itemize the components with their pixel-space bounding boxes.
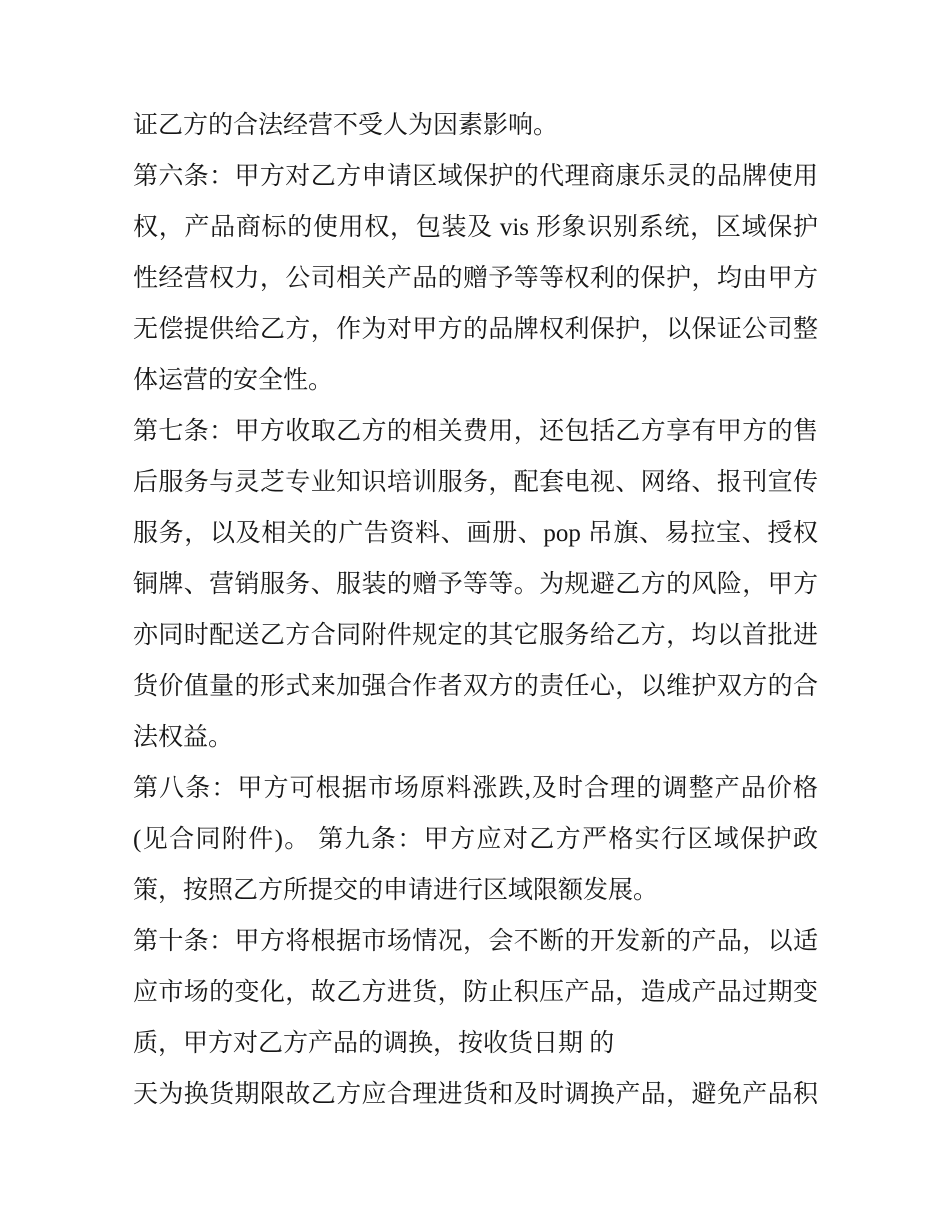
text-line: 性经营权力，公司相关产品的赠予等等权利的保护，均由甲方	[133, 265, 818, 292]
text-line: 质，甲方对乙方产品的调换，按收货日期 的	[133, 1030, 615, 1057]
contract-text-block	[133, 100, 818, 1120]
text-line: 无偿提供给乙方，作为对甲方的品牌权利保护，以保证公司整	[133, 316, 818, 343]
text-line: 应市场的变化，故乙方进货，防止积压产品，造成产品过期变	[133, 979, 818, 1006]
text-line: 第七条：甲方收取乙方的相关费用，还包括乙方享有甲方的售	[133, 418, 818, 445]
text-line: 权，产品商标的使用权，包装及 vis 形象识别系统，区域保护	[133, 214, 818, 241]
text-line: 亦同时配送乙方合同附件规定的其它服务给乙方，均以首批进	[133, 622, 818, 649]
text-line: (见合同附件)。 第九条：甲方应对乙方严格实行区域保护政	[133, 826, 818, 853]
text-line: 证乙方的合法经营不受人为因素影响。	[133, 112, 559, 139]
text-line: 第八条：甲方可根据市场原料涨跌,及时合理的调整产品价格	[133, 775, 818, 802]
text-line: 服务，以及相关的广告资料、画册、pop 吊旗、易拉宝、授权	[133, 520, 818, 547]
text-line: 策，按照乙方所提交的申请进行区域限额发展。	[133, 877, 659, 904]
text-line: 法权益。	[133, 724, 234, 751]
text-line: 第十条：甲方将根据市场情况，会不断的开发新的产品，以适	[133, 928, 818, 955]
text-line: 体运营的安全性。	[133, 367, 334, 394]
text-line: 第六条：甲方对乙方申请区域保护的代理商康乐灵的品牌使用	[133, 163, 818, 190]
text-line: 后服务与灵芝专业知识培训服务，配套电视、网络、报刊宣传	[133, 469, 818, 496]
text-line: 天为换货期限故乙方应合理进货和及时调换产品，避免产品积	[133, 1081, 818, 1108]
text-line: 货价值量的形式来加强合作者双方的责任心，以维护双方的合	[133, 673, 818, 700]
text-line: 铜牌、营销服务、服装的赠予等等。为规避乙方的风险，甲方	[133, 571, 818, 598]
